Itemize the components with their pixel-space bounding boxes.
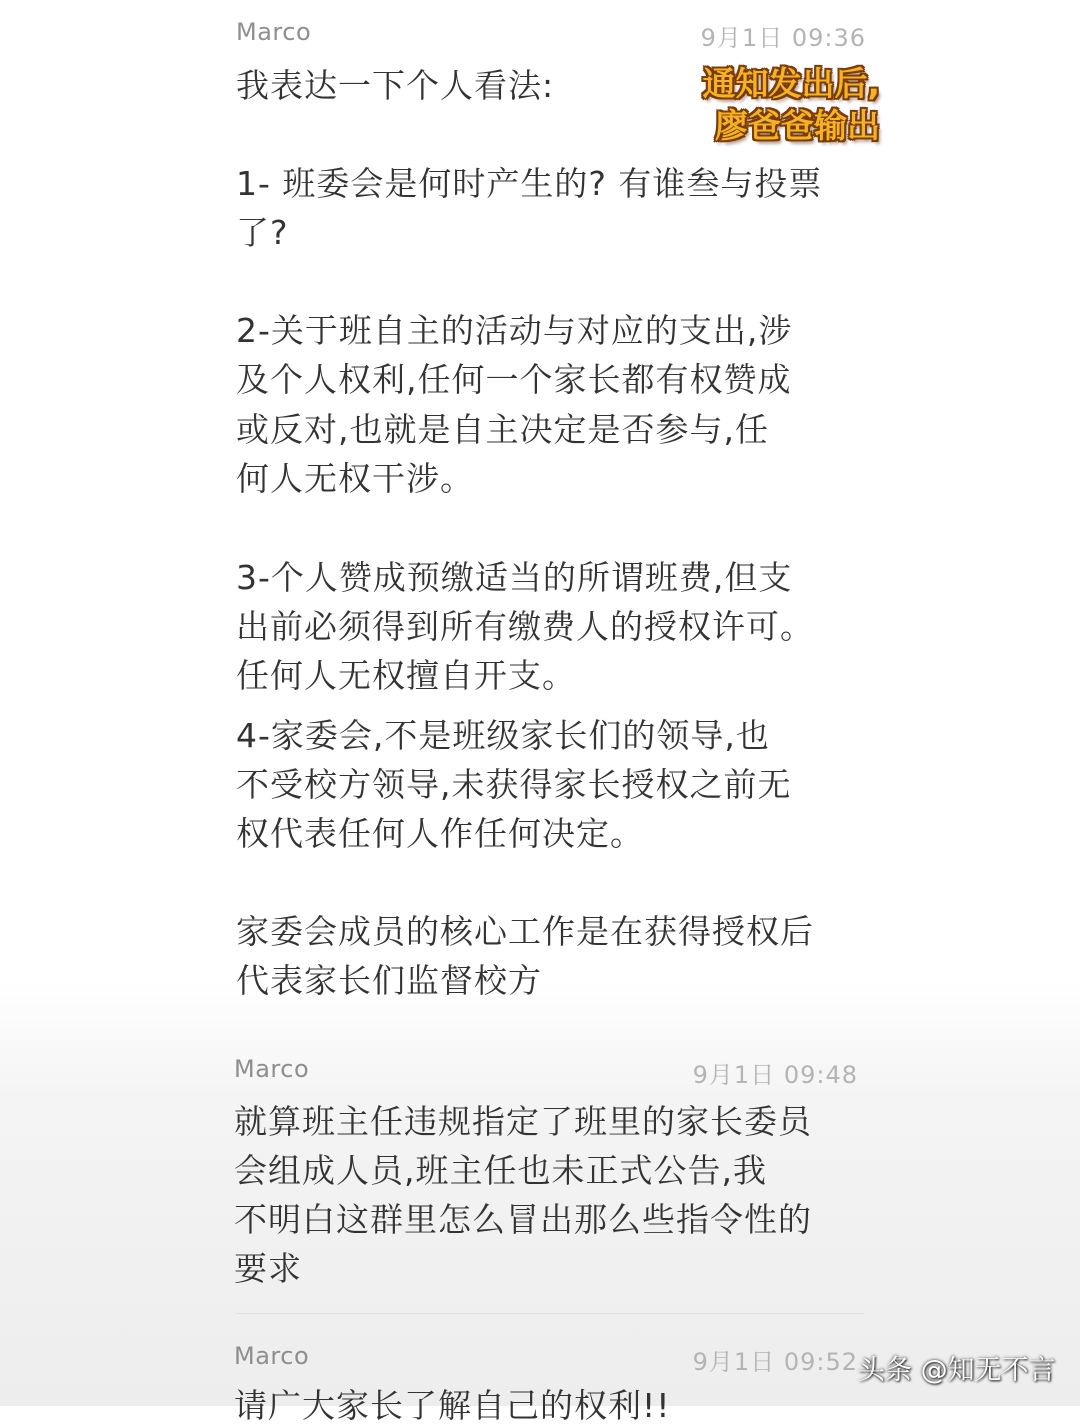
message-line: 权代表任何人作任何决定。 <box>236 814 644 853</box>
message-line: 会组成人员,班主任也未正式公告,我 <box>234 1151 767 1190</box>
message-line: 要求 <box>234 1249 302 1288</box>
message-line: 代表家长们监督校方 <box>236 961 542 1000</box>
message-line: 1- 班委会是何时产生的? 有谁叁与投票 <box>236 164 823 203</box>
message-line: 出前必须得到所有缴费人的授权许可。 <box>236 607 814 646</box>
message-line: 何人无权干涉。 <box>236 459 474 498</box>
message-timestamp: 9月1日 09:52 <box>692 1348 858 1376</box>
caption-line-2: 廖爸爸输出 <box>715 106 880 145</box>
message-timestamp: 9月1日 09:48 <box>692 1061 858 1089</box>
caption-line-1: 通知发出后, <box>702 64 880 103</box>
message-line: 不明白这群里怎么冒出那么些指令性的 <box>234 1200 812 1239</box>
message-line: 或反对,也就是自主决定是否参与,任 <box>236 410 769 449</box>
message-line: 不受校方领导,未获得家长授权之前无 <box>236 765 792 804</box>
message-line: 2-关于班自主的活动与对应的支出,涉 <box>236 311 793 350</box>
message-divider <box>236 1313 864 1314</box>
caption-overlay <box>668 56 888 146</box>
message-line: 3-个人赞成预缴适当的所谓班费,但支 <box>236 558 793 597</box>
message-line: 就算班主任违规指定了班里的家长委员 <box>234 1102 812 1141</box>
platform-watermark: 头条 @知无不言 <box>858 1355 1056 1386</box>
message-timestamp: 9月1日 09:36 <box>700 24 866 52</box>
sender-name: Marco <box>236 18 312 46</box>
message-line: 请广大家长了解自己的权利!! <box>234 1386 671 1425</box>
sender-name: Marco <box>234 1342 310 1370</box>
message-line: 4-家委会,不是班级家长们的领导,也 <box>236 716 770 755</box>
message-line: 家委会成员的核心工作是在获得授权后 <box>236 912 814 951</box>
message-line: 了? <box>236 213 289 252</box>
message-line: 任何人无权擅自开支。 <box>236 656 576 695</box>
message-line: 及个人权利,任何一个家长都有权赞成 <box>236 360 792 399</box>
message-line: 我表达一下个人看法: <box>236 66 555 105</box>
sender-name: Marco <box>234 1055 310 1083</box>
